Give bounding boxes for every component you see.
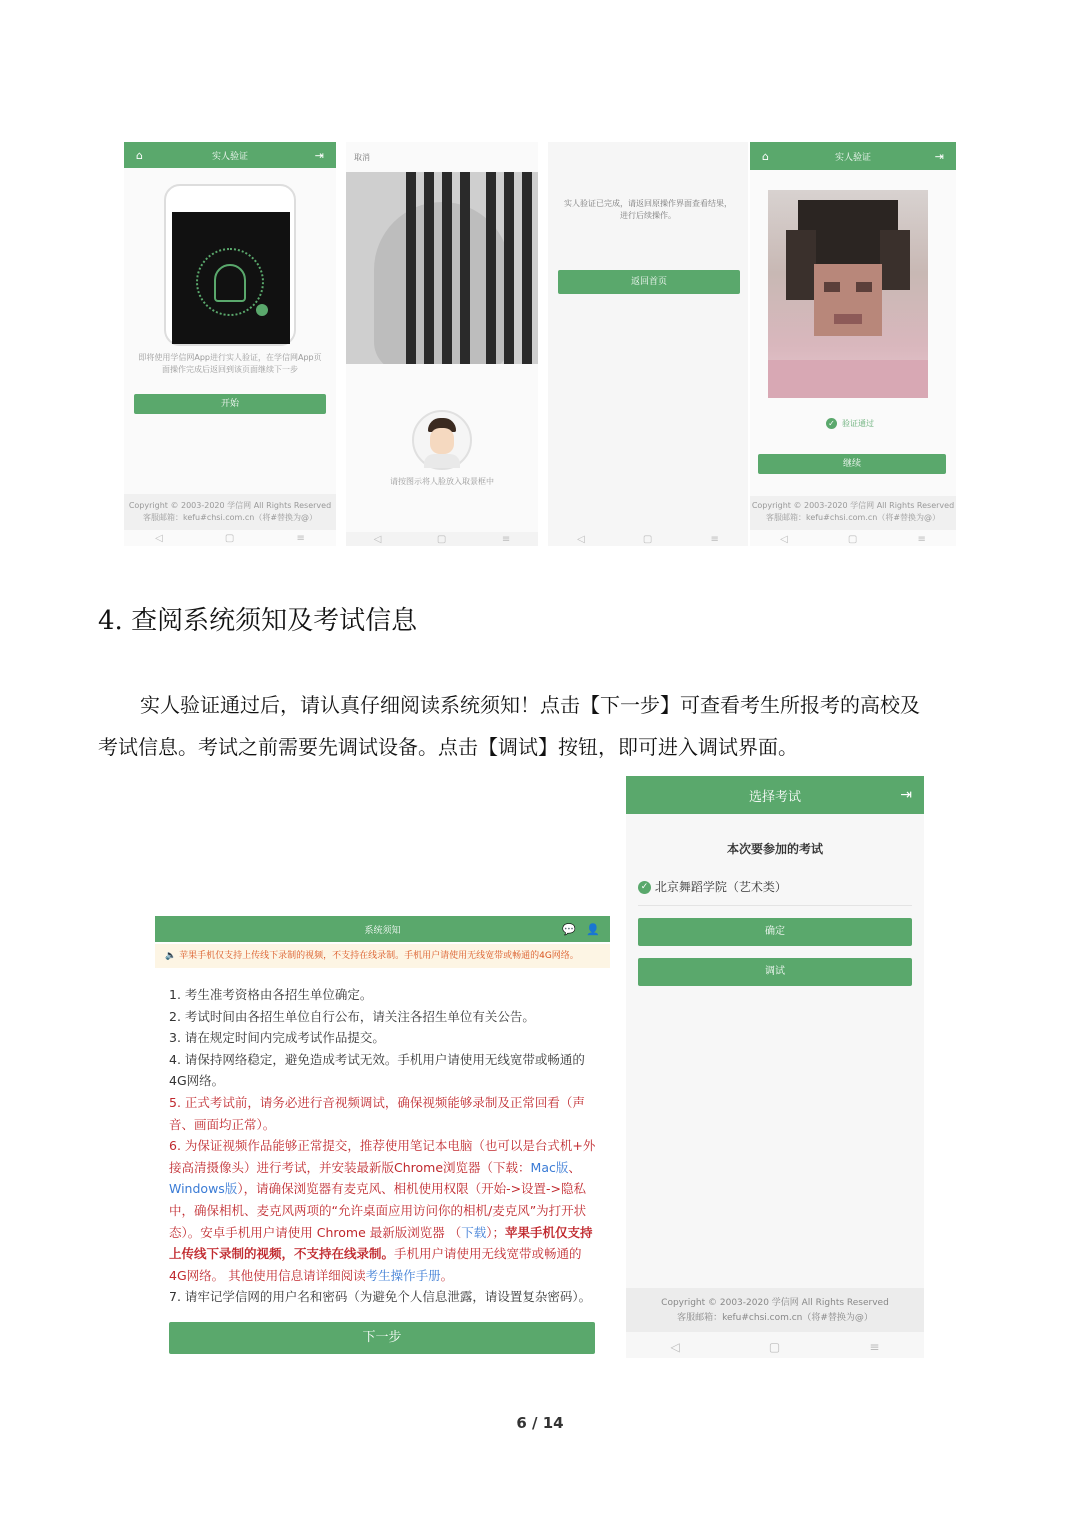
select-footer: [626, 1288, 924, 1332]
exit-icon[interactable]: ⇥: [934, 149, 944, 163]
android-download-link[interactable]: 下载: [461, 1224, 487, 1240]
face-silhouette-icon: [214, 264, 246, 302]
avatar-icon: [412, 410, 472, 470]
screen4-header: [750, 142, 956, 170]
screen-verify-passed: [750, 142, 956, 546]
next-step-button[interactable]: 下一步: [169, 1322, 595, 1354]
exit-icon[interactable]: ⇥: [314, 148, 324, 162]
screen1-footer: [124, 494, 336, 530]
screen-verify-complete: [548, 142, 748, 546]
copyright-text: Copyright © 2003-2020 学信网 All Rights Reserved: [751, 501, 955, 510]
menu-nav-icon[interactable]: ≡: [917, 533, 926, 545]
debug-button[interactable]: 调试: [638, 958, 912, 986]
item6-text-b: ），请确保浏览器有麦克风、相机使用权限（开始->设置->隐私中，确保相机、麦克风两项的“允许桌面应用访问你的相机/麦克风”为打开状态）。安卓手机用户请使用 Chrome 最新版浏览器 （: [169, 1181, 587, 1240]
screen-face-capture: [346, 142, 538, 546]
chat-icon[interactable]: 💬: [562, 922, 576, 936]
verify-status: 验证通过: [842, 419, 874, 428]
cancel-link[interactable]: 取消: [354, 153, 370, 162]
menu-nav-icon[interactable]: ≡: [869, 1340, 880, 1354]
screen1-title: 实人验证: [211, 151, 248, 162]
item6-text-c: ）；: [486, 1224, 505, 1240]
notice-item-3: 3. 请在规定时间内完成考试作品提交。: [169, 1030, 385, 1046]
select-title: 选择考试: [748, 789, 801, 805]
completion-message: 实人验证已完成，请返回原操作界面查看结果，进行后续操作。: [564, 199, 732, 220]
notice-list: [169, 984, 599, 1308]
screen-verify-start: [124, 142, 336, 546]
progress-dot-icon: [256, 304, 268, 316]
screen4-title: 实人验证: [834, 152, 871, 163]
exam-option[interactable]: [638, 876, 912, 906]
pixelated-photo: [768, 190, 928, 398]
notice-header: [155, 916, 610, 942]
mac-download-link[interactable]: Mac版: [530, 1159, 569, 1175]
menu-nav-icon[interactable]: ≡: [710, 533, 719, 545]
screen-system-notice: [155, 916, 610, 1362]
item6-text-d: 手机用户请使用无线宽带或畅通的4G网络。 其他使用信息请详细阅读: [169, 1246, 582, 1283]
speaker-icon: 🔈: [165, 951, 177, 961]
exit-icon[interactable]: ⇥: [900, 787, 912, 803]
home-icon[interactable]: ⌂: [762, 149, 769, 163]
copyright-text: Copyright © 2003-2020 学信网 All Rights Reserved: [128, 501, 332, 510]
banner-text: 苹果手机仅支持上传线下录制的视频，不支持在线录制。手机用户请使用无线宽带或畅通的4G网络。: [179, 951, 579, 961]
manual-link[interactable]: 考生操作手册: [365, 1267, 441, 1283]
screen2-hint: 请按图示将人脸放入取景框中: [390, 477, 494, 486]
section-paragraph: [98, 684, 998, 768]
android-nav-bar: [548, 532, 748, 546]
notice-title: 系统须知: [364, 925, 401, 936]
notice-item-1: 1. 考生准考资格由各招生单位确定。: [169, 987, 373, 1002]
select-header: [626, 776, 924, 814]
check-circle-icon: ✓: [638, 881, 651, 894]
android-nav-bar: [346, 532, 538, 546]
continue-button[interactable]: 继续: [758, 454, 946, 474]
home-nav-icon[interactable]: ▢: [224, 532, 235, 544]
start-button[interactable]: 开始: [134, 394, 326, 414]
menu-nav-icon[interactable]: ≡: [296, 532, 305, 544]
item6-text-a: 6. 为保证视频作品能够正常提交，推荐使用笔记本电脑（也可以是台式机+外接高清摄像头）进行考试，并安装最新版Chrome浏览器（下载：: [169, 1138, 596, 1175]
android-nav-bar: [626, 1336, 924, 1358]
windows-download-link[interactable]: Windows版: [169, 1181, 238, 1197]
item6-bold-warning: 苹果手机仅支持上传线下录制的视频，不支持在线录制。: [169, 1224, 593, 1262]
service-email: 客服邮箱：kefu#chsi.com.cn（将#替换为@）: [142, 513, 318, 522]
notice-item-7: 7. 请牢记学信网的用户名和密码（为避免个人信息泄露，请设置复杂密码）。: [169, 1289, 592, 1305]
notice-item-2: 2. 考试时间由各招生单位自行公布，请关注各招生单位有关公告。: [169, 1008, 535, 1024]
back-nav-icon[interactable]: ◁: [577, 533, 585, 545]
paragraph-line-2: 考试信息。考试之前需要先调试设备。点击【调试】按钮，即可进入调试界面。: [98, 735, 798, 759]
service-email: 客服邮箱：kefu#chsi.com.cn（将#替换为@）: [677, 1313, 873, 1323]
service-email: 客服邮箱：kefu#chsi.com.cn（将#替换为@）: [765, 513, 941, 522]
screen1-header: [124, 142, 336, 168]
home-nav-icon[interactable]: ▢: [768, 1340, 781, 1354]
section-heading: 4. 查阅系统须知及考试信息: [98, 606, 418, 636]
page-number: 6 / 14: [516, 1414, 564, 1432]
back-nav-icon[interactable]: ◁: [780, 533, 788, 545]
screen4-footer: [750, 496, 956, 530]
screen1-hint: 即将使用学信网App进行实人验证，在学信网App页面操作完成后返回到该页面继续下一步: [138, 353, 322, 374]
back-nav-icon[interactable]: ◁: [373, 533, 382, 545]
phone-illustration: [164, 184, 296, 346]
notice-item-5: 5. 正式考试前，请务必进行音视频调试，确保视频能够录制及正常回看（声音、画面均正常）。: [169, 1094, 585, 1132]
item6-text-e: 。: [440, 1267, 454, 1283]
confirm-button[interactable]: 确定: [638, 918, 912, 946]
exam-name: 北京舞蹈学院（艺术类）: [654, 880, 787, 894]
user-icon[interactable]: 👤: [586, 922, 600, 936]
item6-sep: 、: [568, 1159, 581, 1175]
check-circle-icon: ✓: [826, 418, 837, 429]
paragraph-line-1: 实人验证通过后，请认真仔细阅读系统须知！点击【下一步】可查看考生所报考的高校及: [140, 693, 920, 717]
screen-select-exam: [626, 776, 924, 1358]
copyright-text: Copyright © 2003-2020 学信网 All Rights Reserved: [661, 1298, 889, 1308]
notice-banner: [155, 944, 610, 968]
home-nav-icon[interactable]: ▢: [642, 533, 653, 545]
notice-item-6: [169, 1135, 599, 1286]
camera-view: [346, 172, 538, 364]
home-icon[interactable]: ⌂: [136, 148, 143, 162]
return-home-button[interactable]: 返回首页: [558, 270, 740, 294]
home-nav-icon[interactable]: ▢: [847, 533, 858, 545]
camera-preview: [172, 212, 290, 344]
home-nav-icon[interactable]: ▢: [436, 533, 447, 545]
back-nav-icon[interactable]: ◁: [155, 532, 163, 544]
menu-nav-icon[interactable]: ≡: [501, 533, 511, 545]
back-nav-icon[interactable]: ◁: [670, 1340, 680, 1354]
android-nav-bar: [124, 530, 336, 546]
android-nav-bar: [750, 532, 956, 546]
exam-subtitle: 本次要参加的考试: [726, 842, 823, 856]
notice-item-4: 4. 请保持网络稳定，避免造成考试无效。手机用户请使用无线宽带或畅通的4G网络。: [169, 1051, 585, 1089]
